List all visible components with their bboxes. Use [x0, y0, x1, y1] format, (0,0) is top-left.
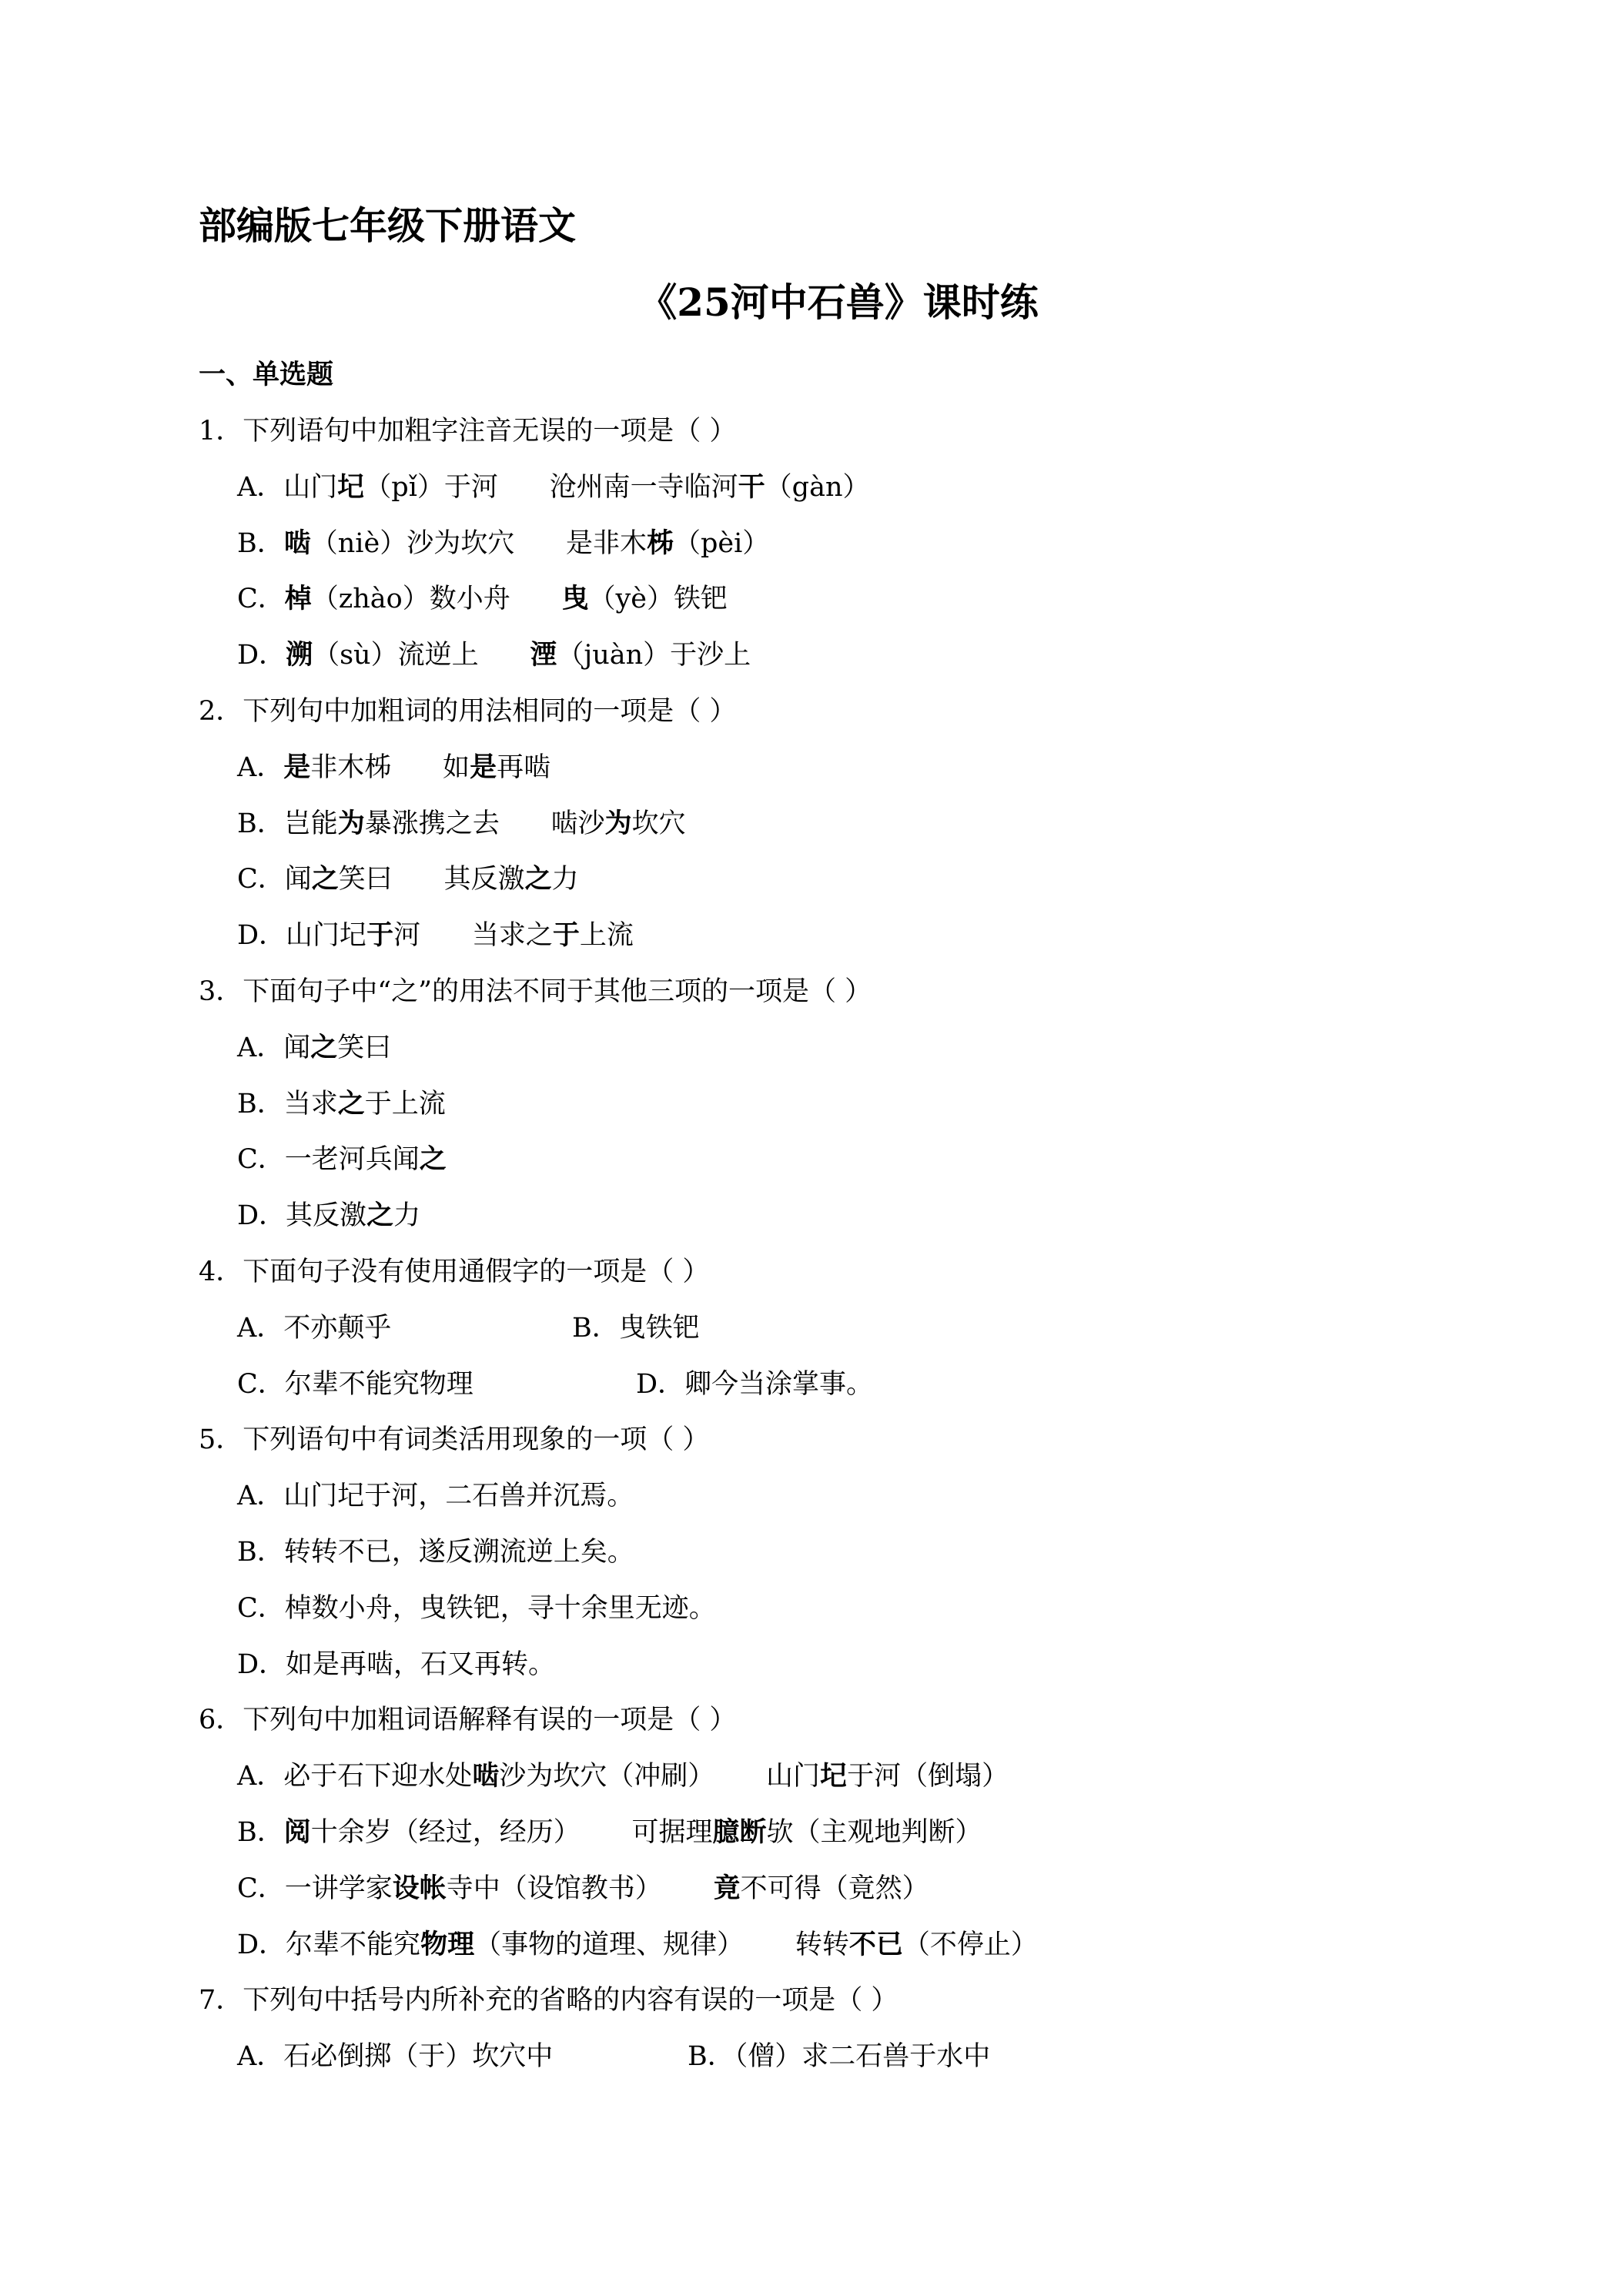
- bold-term: 之: [366, 1200, 394, 1232]
- question-6-stem: 6．下列句中加粗词语解释有误的一项是（ ）: [199, 1705, 737, 1736]
- question-4-options-row-1: [199, 1309, 1431, 1365]
- bold-term: 啮: [283, 527, 311, 559]
- question-2-stem: 2．下列句中加粗词的用法相同的一项是（ ）: [199, 695, 737, 727]
- document-title: 《25河中石兽》课时练: [638, 279, 1039, 325]
- question-4-option-b: B．曳铁钯: [572, 1312, 700, 1344]
- bold-term: 曳: [561, 583, 589, 615]
- question-3-option-a: A．闻之笑曰: [237, 1031, 392, 1063]
- bold-term: 为: [604, 807, 632, 839]
- bold-term: 之: [310, 1031, 338, 1063]
- bold-term: 竟: [713, 1872, 741, 1904]
- question-2-option-d: D．山门圮于河 当求之于上流: [237, 919, 634, 952]
- question-3-option-c: C．一老河兵闻之: [237, 1143, 447, 1176]
- section-heading: 一、单选题: [199, 359, 334, 390]
- question-6-option-c: C．一讲学家设帐寺中（设馆教书） 竟不可得（竟然）: [237, 1872, 929, 1904]
- bold-term: 为: [337, 807, 365, 839]
- question-6-option-b: B．阅十余岁（经过，经历） 可据理臆断欤（主观地判断）: [237, 1816, 982, 1848]
- bold-term: 柹: [646, 527, 674, 559]
- bold-term: 之: [311, 863, 339, 895]
- bold-term: 是: [470, 751, 497, 783]
- question-3-stem: 3．下面句子中“之”的用法不同于其他三项的一项是（ ）: [199, 976, 872, 1007]
- question-7-option-a: A．石必倒掷（于）坎穴中: [237, 2041, 554, 2073]
- question-2-option-a: A．是非木柹 如是再啮: [237, 751, 551, 783]
- bold-term: 不已: [848, 1928, 903, 1960]
- question-5-option-d: D．如是再啮，石又再转。: [237, 1648, 556, 1680]
- question-5-stem: 5．下列语句中有词类活用现象的一项（ ）: [199, 1424, 710, 1456]
- bold-term: 之: [419, 1143, 447, 1176]
- bold-term: 之: [524, 863, 552, 895]
- question-4-options-row-2: [199, 1365, 1431, 1421]
- question-4-option-c: C．尔辈不能究物理: [237, 1368, 474, 1400]
- question-4-option-a: A．不亦颠乎: [237, 1312, 392, 1344]
- bold-term: 臆断: [712, 1816, 767, 1848]
- question-6-option-a: A．必于石下迎水处啮沙为坎穴（冲刷） 山门圮于河（倒塌）: [237, 1760, 1009, 1792]
- question-4-stem: 4．下面句子没有使用通假字的一项是（ ）: [199, 1256, 710, 1287]
- question-3-option-b: B．当求之于上流: [237, 1087, 446, 1120]
- bold-term: 溯: [286, 639, 313, 671]
- question-3-option-d: D．其反激之力: [237, 1200, 421, 1232]
- question-1-option-b: B．啮（niè）沙为坎穴 是非木柹（pèi）: [237, 527, 770, 559]
- question-7-stem: 7．下列句中括号内所补充的省略的内容有误的一项是（ ）: [199, 1985, 899, 2017]
- bold-term: 于: [366, 919, 394, 952]
- question-5-option-b: B．转转不已，遂反溯流逆上矣。: [237, 1536, 634, 1568]
- question-2-option-c: C．闻之笑曰 其反激之力: [237, 863, 579, 895]
- question-1-option-a: A．山门圮（pǐ）于河 沧州南一寺临河干（gàn）: [237, 470, 870, 503]
- question-4-option-d: D．卿今当涂掌事。: [636, 1368, 874, 1400]
- bold-term: 阅: [283, 1816, 311, 1848]
- bold-term: 湮: [530, 639, 557, 671]
- question-1-stem: 1．下列语句中加粗字注音无误的一项是（ ）: [199, 416, 737, 447]
- question-2-option-b: B．岂能为暴涨携之去 啮沙为坎穴: [237, 807, 686, 839]
- question-5-option-a: A．山门圮于河，二石兽并沉焉。: [237, 1481, 634, 1512]
- bold-term: 设帐: [392, 1872, 447, 1904]
- bold-term: 圮: [337, 470, 365, 503]
- bold-term: 棹: [284, 583, 312, 615]
- bold-term: 干: [738, 470, 765, 503]
- bold-term: 于: [552, 919, 580, 952]
- bold-term: 是: [283, 751, 311, 783]
- question-5-option-c: C．棹数小舟，曳铁钯，寻十余里无迹。: [237, 1592, 716, 1624]
- bold-term: 圮: [820, 1760, 848, 1792]
- question-7-option-b: B．（僧）求二石兽于水中: [688, 2041, 991, 2073]
- question-1-option-c: C．棹（zhào）数小舟 曳（yè）铁钯: [237, 583, 728, 615]
- question-list: [199, 412, 1431, 2094]
- question-1-option-d: D．溯（sù）流逆上 湮（juàn）于沙上: [237, 639, 751, 671]
- bold-term: 物理: [420, 1928, 475, 1960]
- question-6-option-d: D．尔辈不能究物理（事物的道理、规律） 转转不已（不停止）: [237, 1928, 1038, 1960]
- bold-term: 啮: [472, 1760, 500, 1792]
- bold-term: 之: [337, 1087, 365, 1120]
- question-7-options-row-1: [199, 2037, 1431, 2094]
- document-subject: 部编版七年级下册语文: [199, 203, 577, 248]
